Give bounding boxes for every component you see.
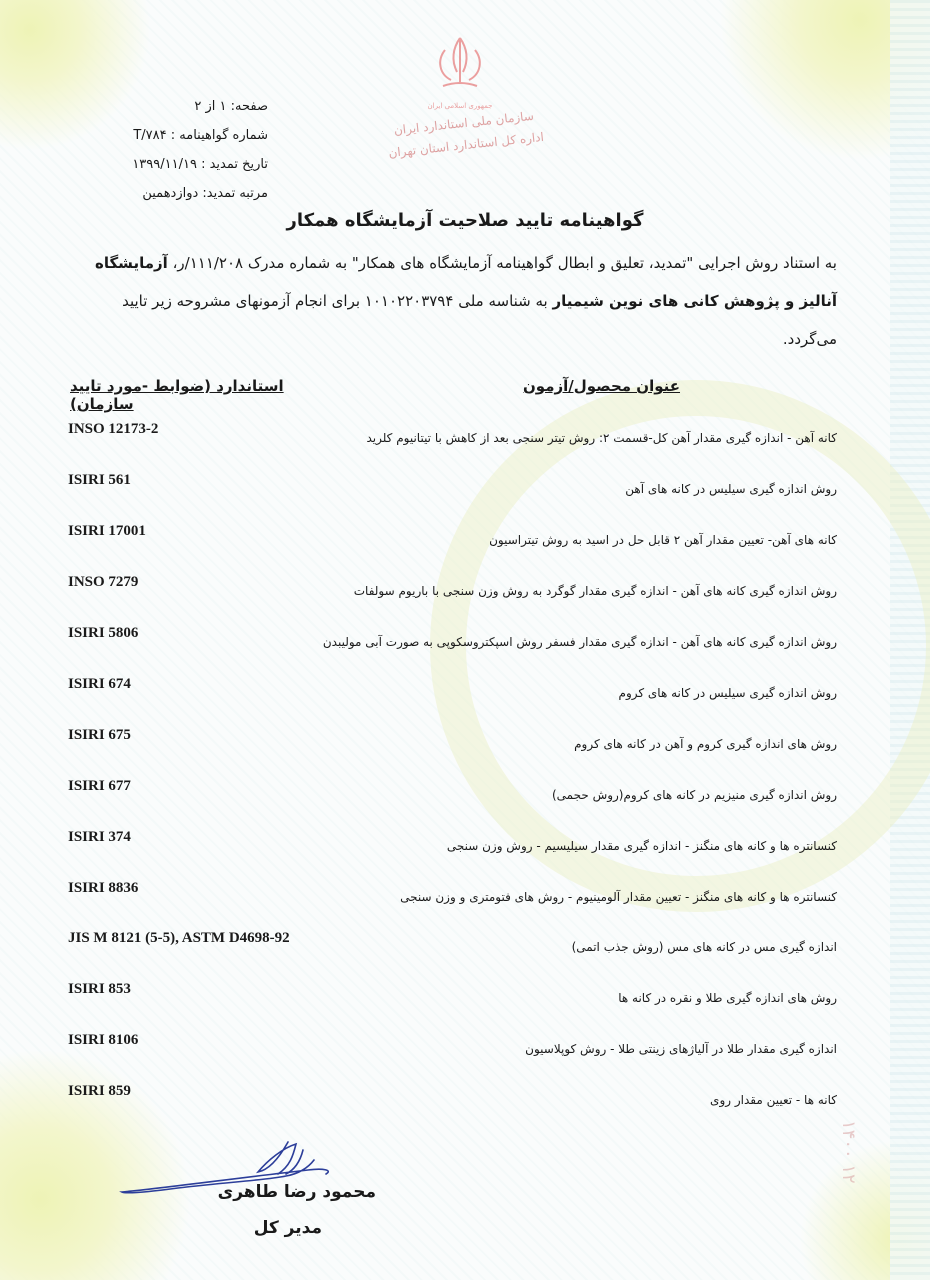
table-row xyxy=(0,829,930,859)
standard-code: ISIRI 853 xyxy=(68,981,131,997)
svg-text:جمهوری اسلامی ایران: جمهوری اسلامی ایران xyxy=(427,102,493,110)
test-title: کانه ها - تعیین مقدار روی xyxy=(710,1093,837,1107)
handwritten-signature xyxy=(118,1130,348,1220)
standard-code: ISIRI 8836 xyxy=(68,880,139,896)
column-header-standard: استاندارد (ضوابط -مورد تایید سازمان) xyxy=(70,377,284,413)
table-row xyxy=(0,778,930,808)
test-title: روش اندازه گیری سیلیس در کانه های کروم xyxy=(618,686,837,700)
test-title: روش اندازه گیری منیزیم در کانه های کروم(روش حجمی) xyxy=(551,788,837,802)
table-row xyxy=(0,880,930,910)
emblem-org-line1: سازمان ملی استاندارد ایران xyxy=(393,108,535,138)
test-title: کانه آهن - اندازه گیری مقدار آهن کل-قسمت ۲: روش تیتر سنجی بعد از کاهش با تیتانیوم کلرید xyxy=(366,431,837,445)
standard-code: ISIRI 17001 xyxy=(68,523,146,539)
standard-code: JIS M 8121 (5-5), ASTM D4698-92 xyxy=(68,930,290,946)
table-row xyxy=(0,1032,930,1062)
certificate-number: شماره گواهینامه : T/۷۸۴ xyxy=(133,128,268,143)
test-title: کانه های آهن- تعیین مقدار آهن ۲ قابل حل در اسید به روش تیتراسیون xyxy=(489,533,837,547)
standard-code: ISIRI 675 xyxy=(68,727,131,743)
test-title: روش اندازه گیری کانه های آهن - اندازه گیری مقدار فسفر روش اسپکتروسکوپی به صورت آبی مولیبدن xyxy=(322,635,837,649)
table-row xyxy=(0,1083,930,1113)
table-row xyxy=(0,930,930,960)
column-header-test: عنوان محصول/آزمون xyxy=(523,377,680,395)
table-row xyxy=(0,676,930,706)
certificate-paragraph xyxy=(65,244,837,358)
table-row xyxy=(0,523,930,553)
table-row xyxy=(0,421,930,451)
test-title: اندازه گیری مقدار طلا در آلیاژهای زینتی طلا - روش کوپلاسیون xyxy=(525,1042,837,1056)
standard-code: ISIRI 8106 xyxy=(68,1032,139,1048)
test-title: کنسانتره ها و کانه های منگنز - اندازه گیری مقدار سیلیسیم - روش وزن سنجی xyxy=(446,839,837,853)
table-row xyxy=(0,727,930,757)
test-title: کنسانتره ها و کانه های منگنز - تعیین مقدار آلومینیوم - روش های فتومتری و وزن سنجی xyxy=(400,890,837,904)
standard-code: INSO 12173-2 xyxy=(68,421,159,437)
table-row xyxy=(0,625,930,655)
test-title: روش های اندازه گیری طلا و نقره در کانه ها xyxy=(618,991,837,1005)
table-row xyxy=(0,574,930,604)
laboratory-name: آزمایشگاه آنالیز و پژوهش کانی های نوین شیمیار xyxy=(94,254,837,310)
test-title: روش های اندازه گیری کروم و آهن در کانه های کروم xyxy=(574,737,837,751)
renewal-date: تاریخ تمدید : ۱۳۹۹/۱۱/۱۹ xyxy=(132,157,268,172)
paragraph-part2: به شناسه ملی ۱۰۱۰۲۲۰۳۷۹۴ برای انجام آزمونهای مشروحه زیر تایید می‌گردد. xyxy=(122,292,837,348)
standard-code: ISIRI 561 xyxy=(68,472,131,488)
certificate-meta xyxy=(48,92,268,208)
signer-role: مدیر کل xyxy=(253,1218,322,1238)
table-row xyxy=(0,472,930,502)
standard-code: ISIRI 677 xyxy=(68,778,131,794)
faded-stamp-number: ۱۴۰۰ ۱۲ xyxy=(838,1120,859,1184)
standard-code: INSO 7279 xyxy=(68,574,139,590)
document-title: گواهینامه تایید صلاحیت آزمایشگاه همکار xyxy=(286,210,644,231)
paragraph-part1: به استناد روش اجرایی "تمدید، تعلیق و ابطال گواهینامه آزمایشگاه های همکار" به شماره مدرک ۱۱۱/۲۰۸/ر، xyxy=(172,254,837,272)
standard-code: ISIRI 374 xyxy=(68,829,131,845)
signer-name: محمود رضا طاهری xyxy=(217,1182,376,1202)
standard-code: ISIRI 674 xyxy=(68,676,131,692)
emblem-org-line2: اداره کل استاندارد استان تهران xyxy=(387,129,545,161)
test-title: روش اندازه گیری کانه های آهن - اندازه گیری مقدار گوگرد به روش وزن سنجی با باریوم سولفات xyxy=(353,584,837,598)
renewal-round: مرتبه تمدید: دوازدهمین xyxy=(142,186,268,201)
standard-code: ISIRI 5806 xyxy=(68,625,139,641)
test-title: روش اندازه گیری سیلیس در کانه های آهن xyxy=(625,482,837,496)
standard-code: ISIRI 859 xyxy=(68,1083,131,1099)
test-title: اندازه گیری مس در کانه های مس (روش جذب اتمی) xyxy=(571,940,837,954)
table-row xyxy=(0,981,930,1011)
page-number: صفحه: ۱ از ۲ xyxy=(194,99,268,114)
